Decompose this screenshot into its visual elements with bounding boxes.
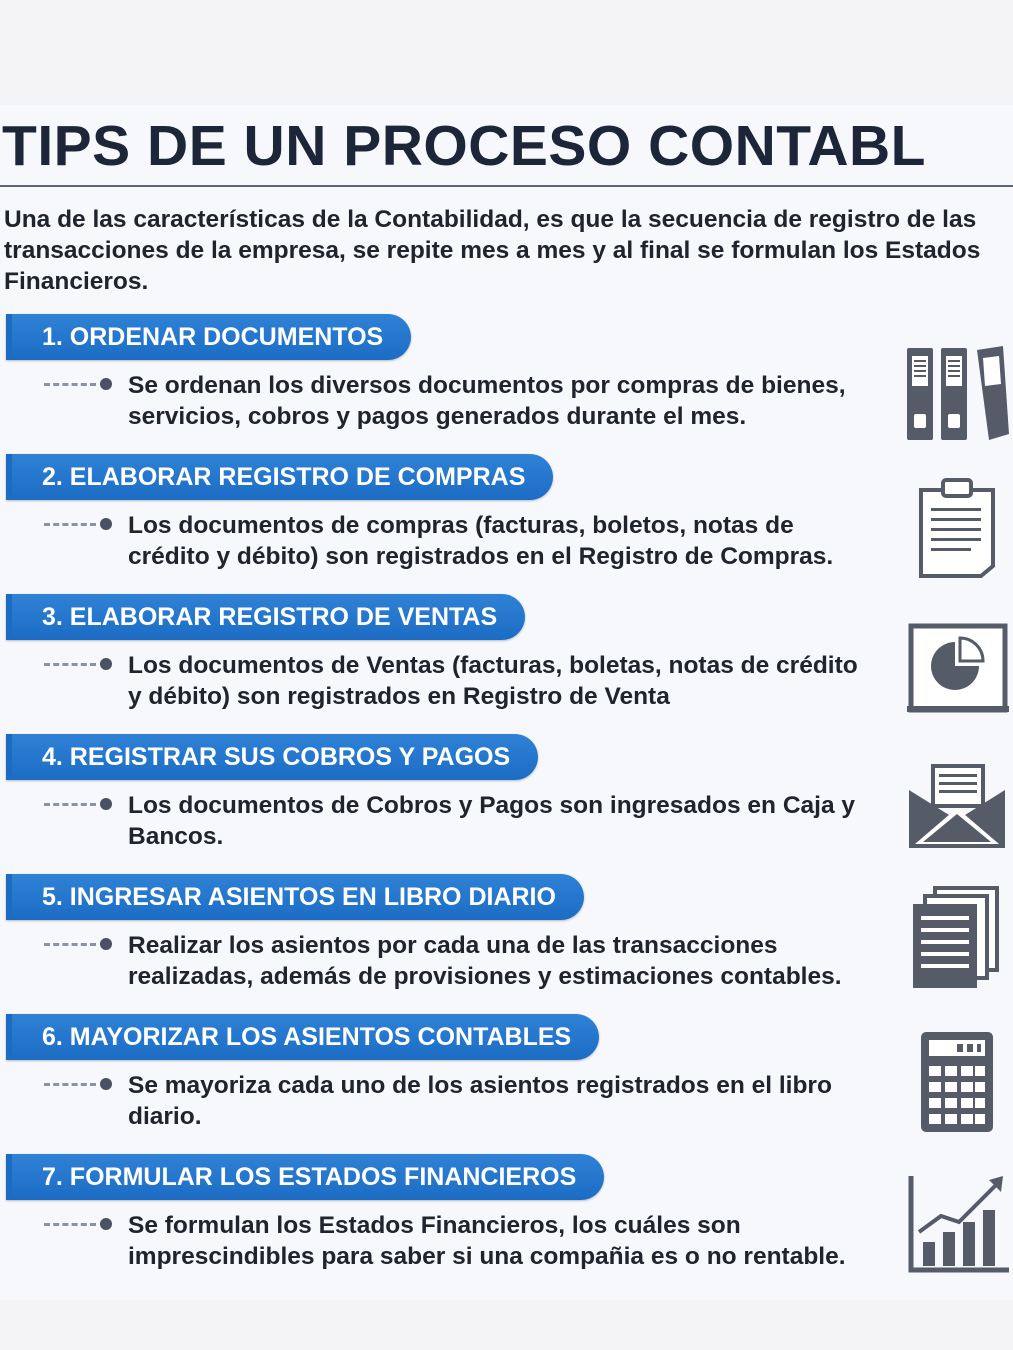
dashed-connector: [44, 523, 96, 528]
pie-chart-board-icon: [905, 616, 1009, 720]
step-5: [0, 874, 1013, 1004]
step-1: [0, 314, 1013, 444]
page-title: TIPS DE UN PROCESO CONTABL: [2, 114, 926, 178]
step-6: [0, 1014, 1013, 1144]
documents-stack-icon: [905, 886, 1009, 990]
step-4-heading: 4. REGISTRAR SUS COBROS Y PAGOS: [6, 734, 538, 780]
dashed-connector: [44, 1223, 96, 1228]
calculator-icon: [905, 1030, 1009, 1134]
dashed-connector: [44, 1083, 96, 1088]
step-6-description: Se mayoriza cada uno de los asientos registrados en el libro diario.: [128, 1072, 832, 1130]
step-3-heading: 3. ELABORAR REGISTRO DE VENTAS: [6, 594, 525, 640]
bullet-dot: [100, 1218, 112, 1230]
dashed-connector: [44, 663, 96, 668]
step-4-description: Los documentos de Cobros y Pagos son ingresados en Caja y Bancos.: [128, 792, 855, 850]
step-7-description: Se formulan los Estados Financieros, los cuáles son imprescindibles para saber si una compañia es o no rentable.: [128, 1212, 846, 1270]
bullet-dot: [100, 1078, 112, 1090]
envelope-icon: [905, 756, 1009, 860]
bullet-dot: [100, 658, 112, 670]
step-5-description: Realizar los asientos por cada una de las transacciones realizadas, además de provisiones y estimaciones contables.: [128, 932, 842, 990]
step-1-heading: 1. ORDENAR DOCUMENTOS: [6, 314, 411, 360]
dashed-connector: [44, 803, 96, 808]
binders-icon: [905, 342, 1009, 446]
dashed-connector: [44, 943, 96, 948]
step-5-heading: 5. INGRESAR ASIENTOS EN LIBRO DIARIO: [6, 874, 584, 920]
step-7-heading: 7. FORMULAR LOS ESTADOS FINANCIEROS: [6, 1154, 604, 1200]
step-3-description: Los documentos de Ventas (facturas, boletas, notas de crédito y débito) son registrados en Registro de Venta: [128, 652, 858, 710]
step-2-heading: 2. ELABORAR REGISTRO DE COMPRAS: [6, 454, 553, 500]
step-3: [0, 594, 1013, 724]
intro-paragraph: Una de las características de la Contabilidad, es que la secuencia de registro de las transacciones de la empresa, se repite mes a mes y al final se formulan los Estados Financieros.: [4, 206, 981, 295]
step-6-heading: 6. MAYORIZAR LOS ASIENTOS CONTABLES: [6, 1014, 599, 1060]
bullet-dot: [100, 938, 112, 950]
step-2-description: Los documentos de compras (facturas, boletos, notas de crédito y débito) son registrados en el Registro de Compras.: [128, 512, 834, 570]
step-4: [0, 734, 1013, 864]
growth-chart-icon: [905, 1170, 1009, 1274]
dashed-connector: [44, 383, 96, 388]
step-1-description: Se ordenan los diversos documentos por compras de bienes, servicios, cobros y pagos generados durante el mes.: [128, 372, 846, 430]
bullet-dot: [100, 378, 112, 390]
step-7: [0, 1154, 1013, 1284]
bullet-dot: [100, 798, 112, 810]
clipboard-icon: [905, 476, 1009, 580]
step-2: [0, 454, 1013, 584]
title-divider: [0, 185, 1013, 187]
bullet-dot: [100, 518, 112, 530]
